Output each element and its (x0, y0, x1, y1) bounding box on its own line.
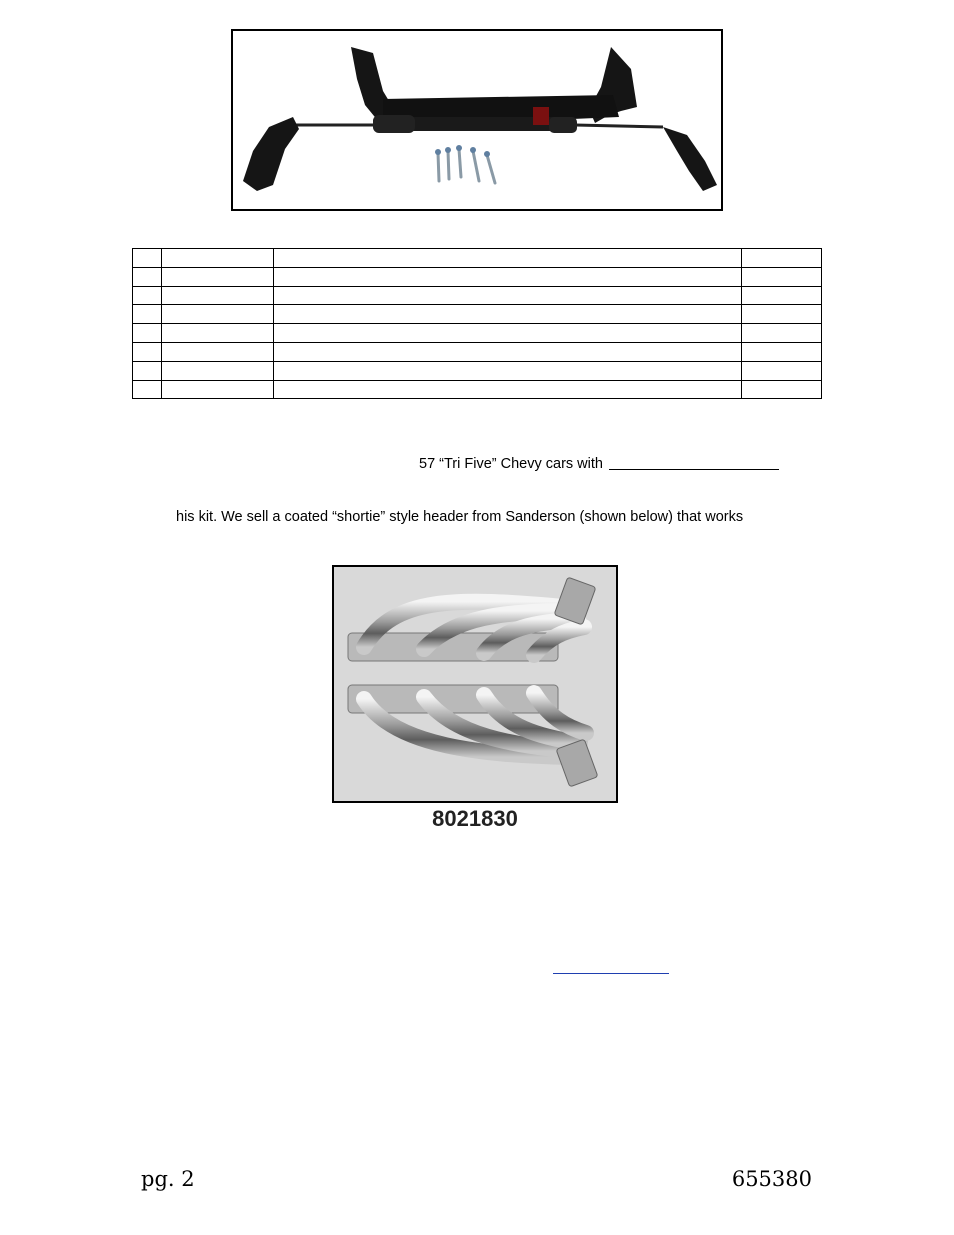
footer-page-number: pg. 2 (141, 1167, 195, 1191)
table-row (133, 305, 822, 324)
footer-part-number: 655380 (731, 1167, 812, 1191)
exhaust-header-image (332, 565, 618, 803)
exhaust-header-icon (334, 567, 616, 801)
table-row (133, 324, 822, 343)
table-cell (273, 342, 741, 361)
table-row (133, 342, 822, 361)
table-cell (273, 249, 741, 268)
body-text-line-1 (419, 455, 779, 472)
table-row (133, 380, 822, 399)
table-cell (133, 361, 162, 380)
table-cell (161, 324, 273, 343)
table-cell (273, 286, 741, 305)
steering-rack-kit-icon (233, 31, 721, 209)
table-row (133, 249, 822, 268)
table-cell (133, 305, 162, 324)
table-cell (133, 249, 162, 268)
parts-table (132, 248, 822, 399)
table-cell (133, 267, 162, 286)
table-cell (742, 361, 822, 380)
table-cell (273, 267, 741, 286)
table-cell (273, 324, 741, 343)
table-cell (742, 380, 822, 399)
table-cell (742, 249, 822, 268)
table-cell (161, 267, 273, 286)
table-cell (273, 380, 741, 399)
table-cell (742, 342, 822, 361)
table-cell (273, 361, 741, 380)
hyperlink-underline[interactable] (553, 973, 669, 974)
table-cell (273, 305, 741, 324)
table-cell (161, 305, 273, 324)
steering-rack-kit-image (231, 29, 723, 211)
table-cell (133, 342, 162, 361)
blank-underline (609, 455, 779, 470)
table-cell (161, 380, 273, 399)
table-cell (742, 267, 822, 286)
table-cell (742, 305, 822, 324)
table-cell (161, 249, 273, 268)
table-cell (742, 324, 822, 343)
table-cell (161, 342, 273, 361)
table-cell (133, 324, 162, 343)
table-cell (133, 286, 162, 305)
header-part-number: 8021830 (432, 806, 518, 831)
table-cell (161, 361, 273, 380)
body-text-line-1-text: 57 “Tri Five” Chevy cars with (419, 456, 603, 472)
table-cell (161, 286, 273, 305)
table-row (133, 267, 822, 286)
body-text-line-2: his kit. We sell a coated “shortie” style header from Sanderson (shown below) that works (176, 509, 744, 525)
table-cell (133, 380, 162, 399)
table-cell (742, 286, 822, 305)
table-row (133, 361, 822, 380)
table-row (133, 286, 822, 305)
